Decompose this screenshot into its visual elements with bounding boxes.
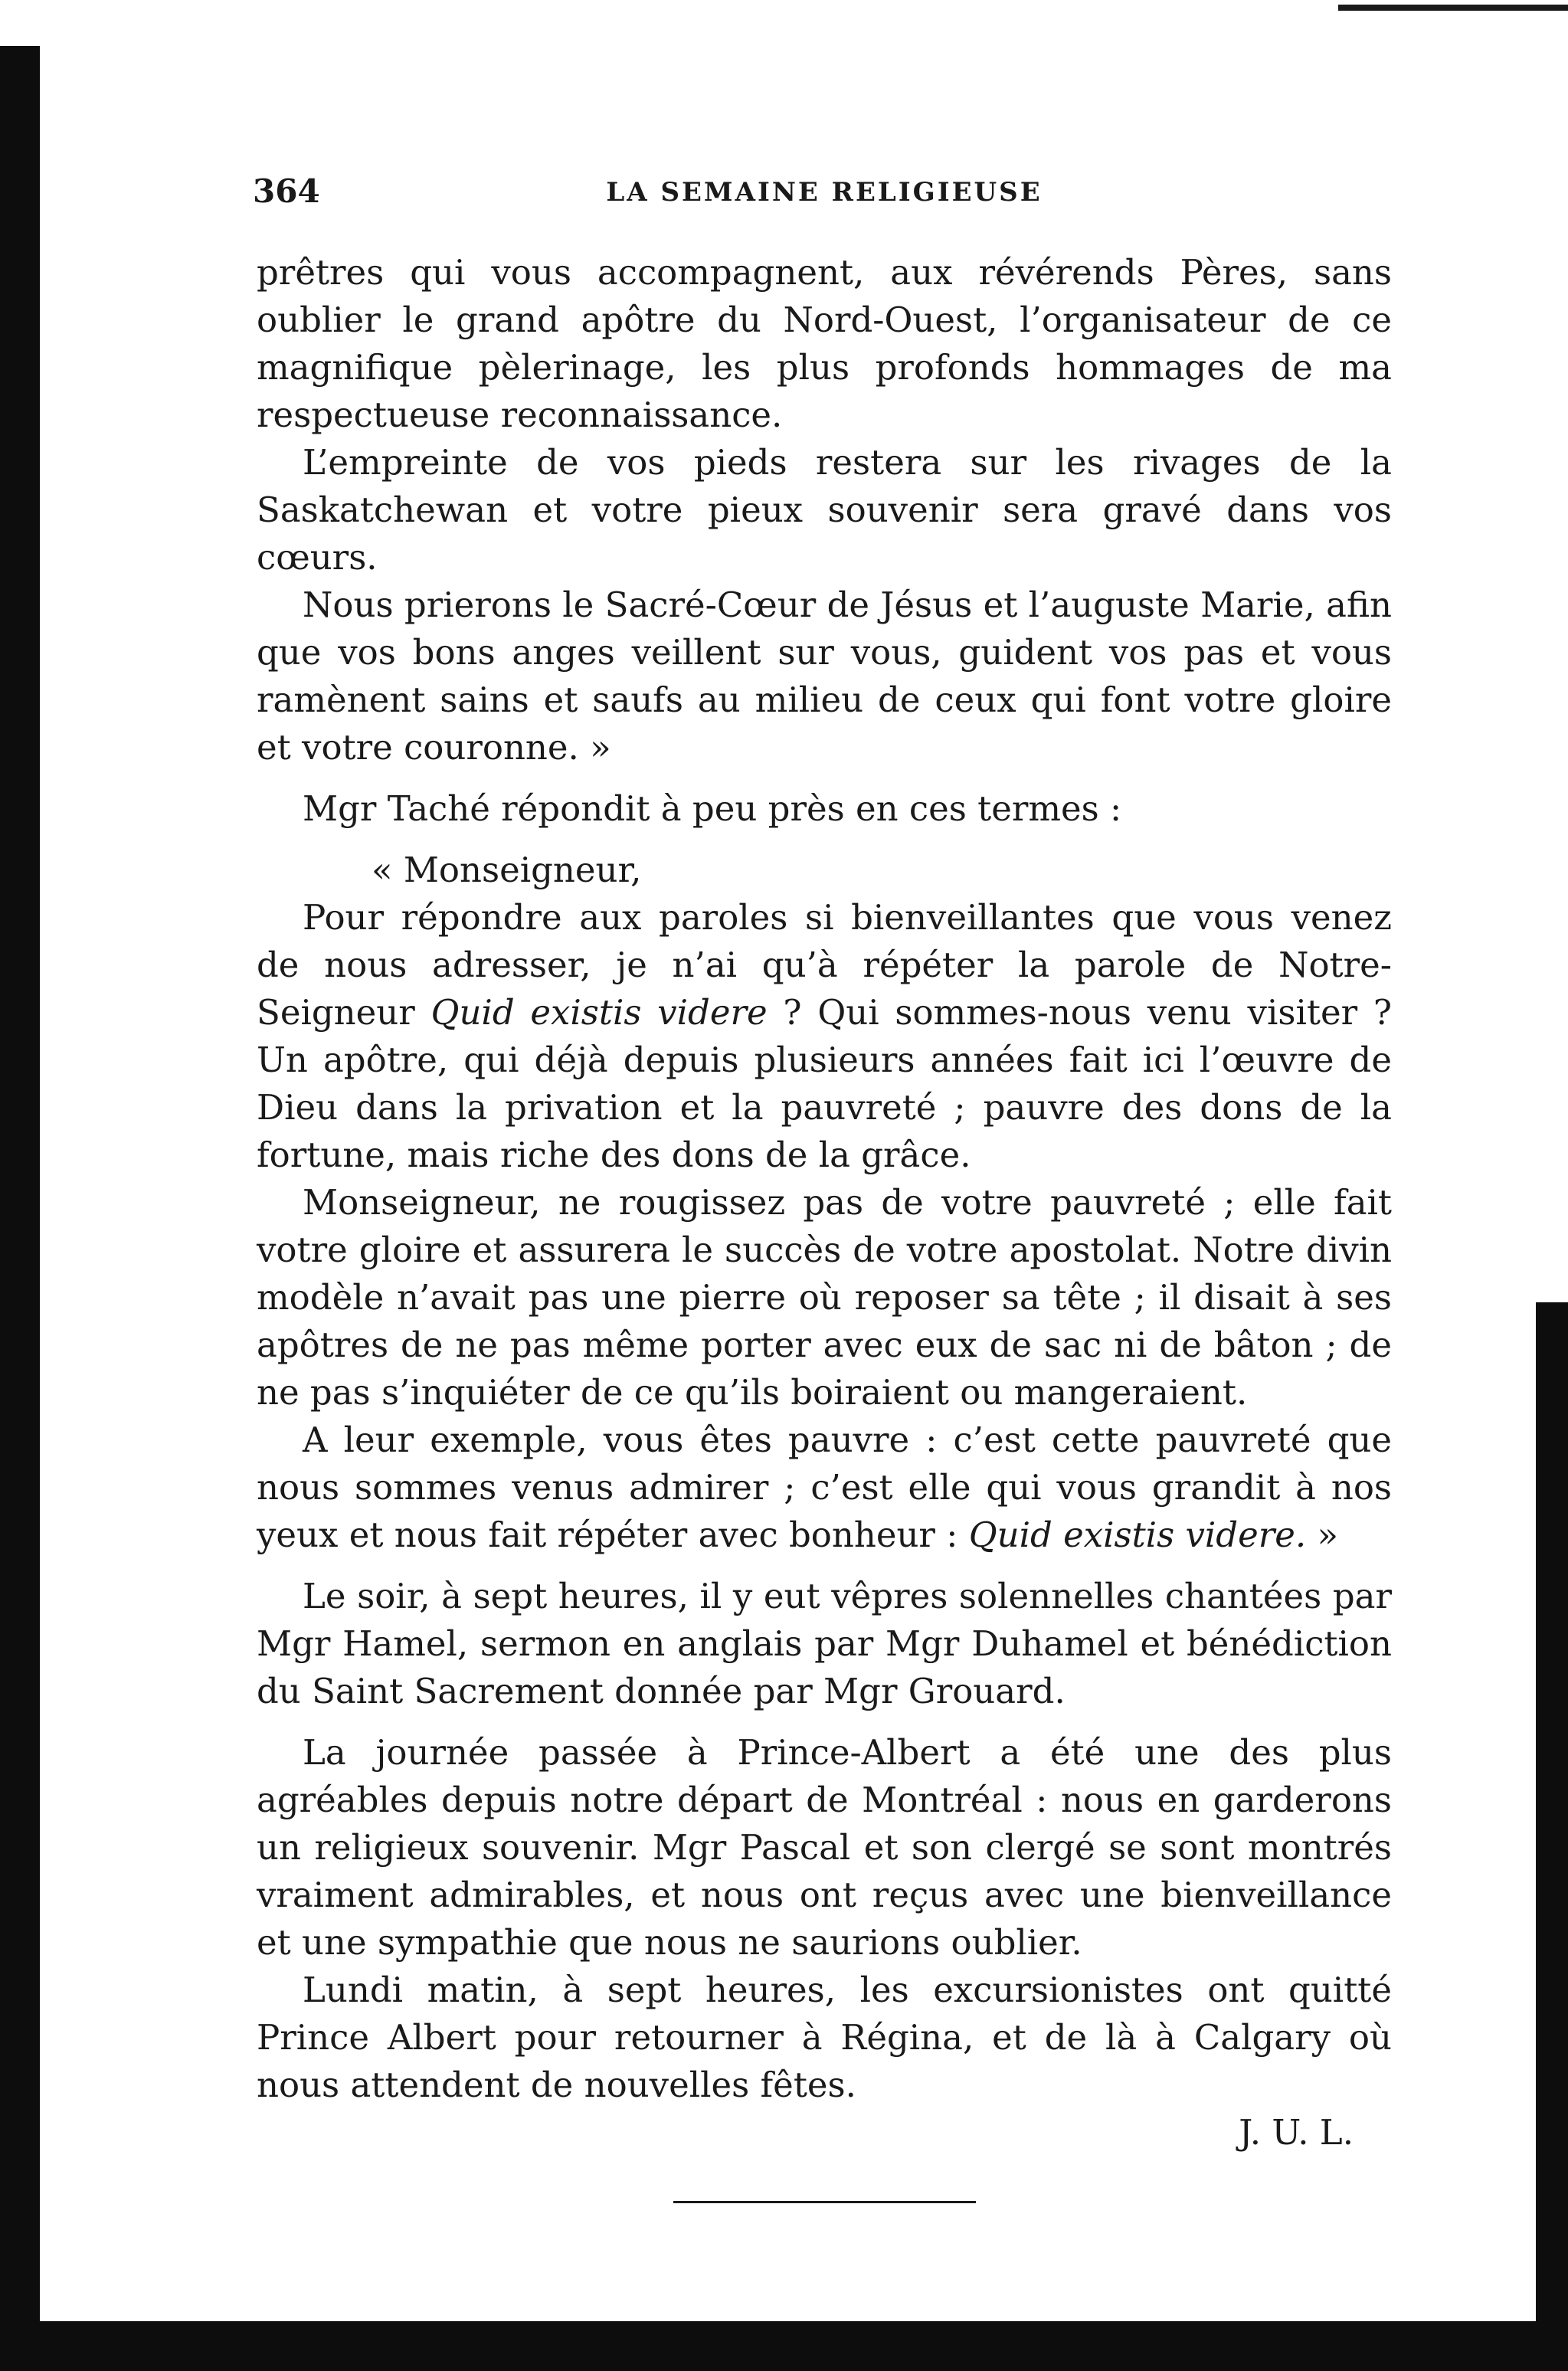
latin-quote: Quid existis videre xyxy=(430,992,768,1033)
paragraph-text: A leur exemple, vous êtes pauvre : c’est cette pauvreté que nous sommes venus admirer ; c’est elle qui vous grandit à nos yeux et nous fait répéter avec bonheur : xyxy=(257,1420,1392,1555)
paragraph: « Monseigneur, xyxy=(372,850,642,890)
paragraph: Nous prierons le Sacré-Cœur de Jésus et l’auguste Marie, afin que vos bons anges veillent sur vous, guident vos pas et vous ramènent sains et saufs au milieu de ceux qui font votre gloire et votre couronne. » xyxy=(257,585,1392,768)
paragraph: Lundi matin, à sept heures, les excursionistes ont quitté Prince Albert pour retourner à Régina, et de là à Calgary où nous attendent de nouvelles fêtes. xyxy=(257,1970,1392,2105)
paragraph: Mgr Taché répondit à peu près en ces termes : xyxy=(303,788,1122,829)
paragraph: Monseigneur, ne rougissez pas de votre pauvreté ; elle fait votre gloire et assurera le succès de votre apostolat. Notre divin modèle n’avait pas une pierre où reposer sa tête ; il disait à ses apôtres de ne pas même porter avec eux de sac ni de bâton ; de ne pas s’inquiéter de ce qu’ils boiraient ou mangeraient. xyxy=(257,1182,1392,1413)
running-title: LA SEMAINE RELIGIEUSE xyxy=(606,177,1043,208)
paragraph xyxy=(257,894,1392,1179)
closing-quote-mark: » xyxy=(1317,1515,1339,1555)
page-number: 364 xyxy=(253,172,320,210)
running-head xyxy=(253,172,1392,218)
scan-border-bottom xyxy=(0,2321,1568,2371)
scan-border-right xyxy=(1536,1302,1568,2371)
end-rule xyxy=(673,2201,976,2203)
signature: J. U. L. xyxy=(1239,2112,1354,2153)
paragraph: La journée passée à Prince-Albert a été une des plus agréables depuis notre départ de Montréal : nous en garderons un religieux souvenir. Mgr Pascal et son clergé se sont montrés vraiment admirables, et nous ont reçus avec une bienveillance et une sympathie que nous ne saurions oublier. xyxy=(257,1732,1392,1963)
page xyxy=(253,172,1392,2203)
paragraph-text: ? Qui sommes-nous venu visiter ? Un apôtre, qui déjà depuis plusieurs années fait ici l’œuvre de Dieu dans la privation et la pauvreté ; pauvre des dons de la fortune, mais riche des dons de la grâce. xyxy=(257,992,1392,1175)
body-text xyxy=(257,249,1392,2109)
scan-top-rule xyxy=(1338,5,1568,11)
paragraph: prêtres qui vous accompagnent, aux révérends Pères, sans oublier le grand apôtre du Nord-Ouest, l’organisateur de ce magnifique pèlerinage, les plus profonds hommages de ma respectueuse reconnaissance. xyxy=(257,252,1392,435)
scan-border-left xyxy=(0,46,40,2337)
latin-quote: Quid existis videre. xyxy=(968,1515,1307,1555)
paragraph: L’empreinte de vos pieds restera sur les rivages de la Saskatchewan et votre pieux souvenir sera gravé dans vos cœurs. xyxy=(257,442,1392,578)
paragraph xyxy=(257,1416,1392,1559)
paragraph-text: Pour répondre aux paroles si bienveillantes que vous venez de nous adresser, je n’ai qu’à répéter la parole de Notre-Seigneur xyxy=(257,897,1392,1033)
paragraph: Le soir, à sept heures, il y eut vêpres solennelles chantées par Mgr Hamel, sermon en anglais par Mgr Duhamel et bénédiction du Saint Sacrement donnée par Mgr Grouard. xyxy=(257,1576,1392,1711)
